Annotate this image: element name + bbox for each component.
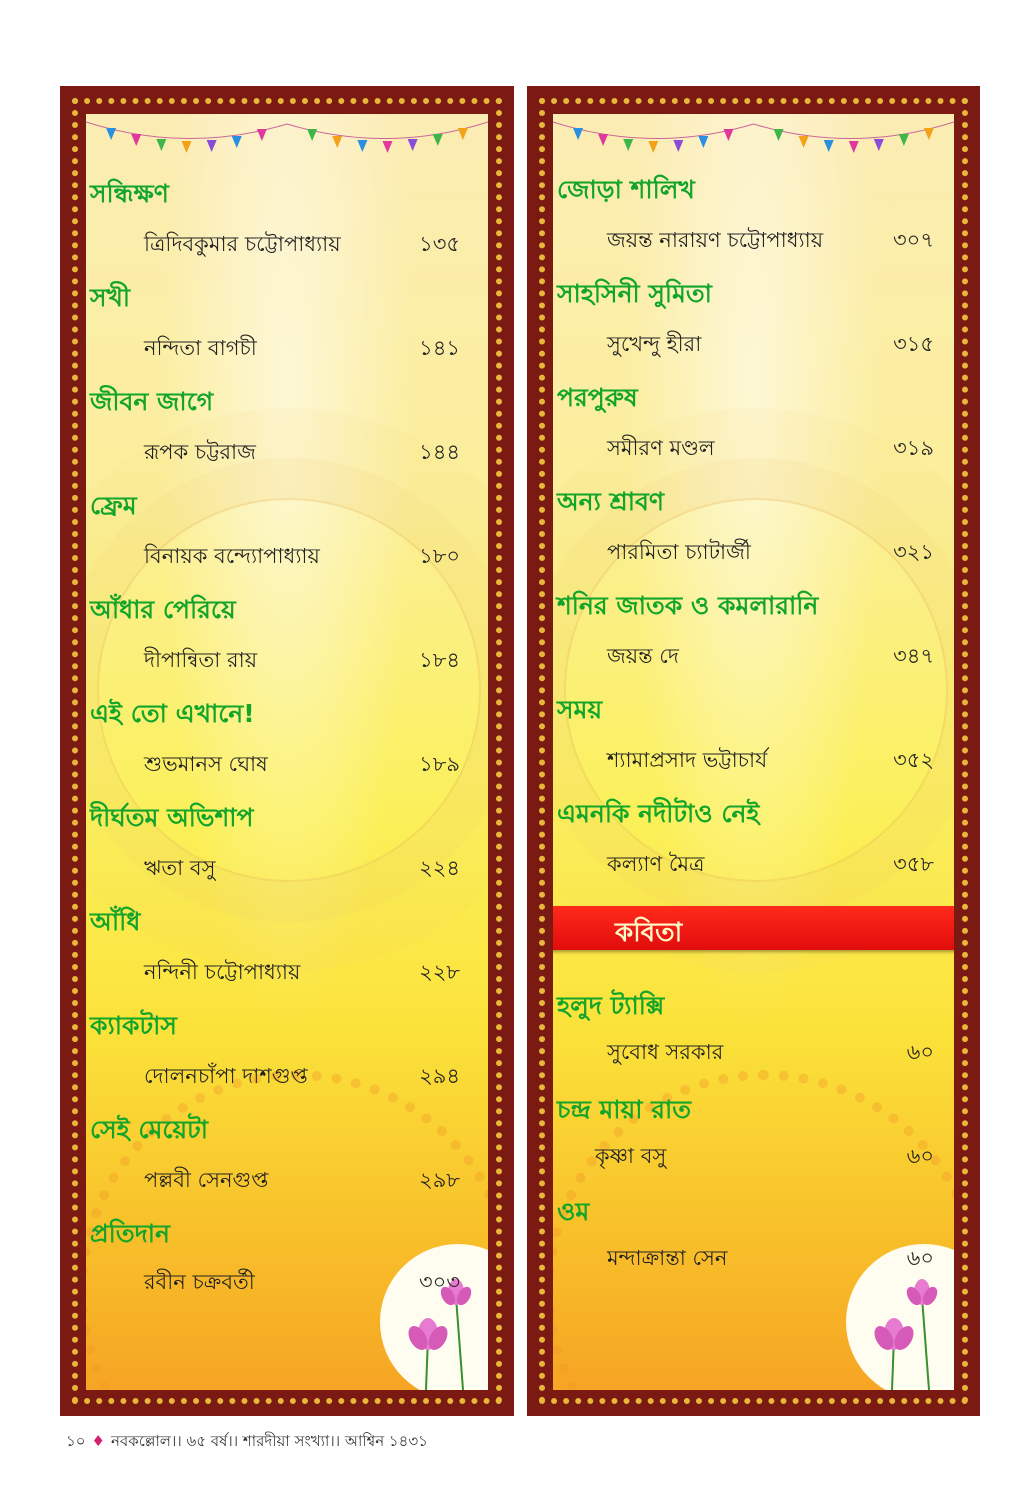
right-panel-background [553,114,954,1390]
page-number: ১৪৪ [419,440,460,464]
author-name: শ্যামাপ্রসাদ ভট্টাচার্য [607,748,768,772]
story-title: প্রতিদান [90,1219,170,1248]
story-title: সেই মেয়েটা [90,1115,209,1144]
author-name: দীপান্বিতা রায় [144,648,258,672]
page-number: ২২৪ [419,856,460,880]
left-panel-background [86,114,488,1390]
poem-title: হলুদ ট্যাক্সি [557,991,665,1020]
poet-name: মন্দাক্রান্তা সেন [607,1246,728,1270]
page-number: ১৮৯ [419,752,460,776]
poetry-section-banner [553,906,954,950]
author-name: কল্যাণ মৈত্র [607,852,705,876]
section-heading: কবিতা [615,918,683,948]
story-title: এমনকি নদীটাও নেই [557,799,760,828]
page-number: ৩৫৮ [893,852,934,876]
author-name: রবীন চক্রবর্তী [144,1270,255,1294]
page-number: ৬০ [906,1040,934,1064]
poet-name: কৃষ্ণা বসু [595,1144,667,1168]
author-name: নন্দিতা বাগচী [144,336,257,360]
author-name: সমীরণ মণ্ডল [607,436,715,460]
author-name: রূপক চট্টরাজ [144,440,256,464]
left-contents-panel [60,86,514,1416]
page-number: ৩২১ [893,540,934,564]
author-name: ঋতা বসু [144,856,216,880]
story-title: সাহসিনী সুমিতা [557,279,712,308]
page-number: ১৩৫ [419,232,460,256]
page-number: ১৮৪ [419,648,460,672]
poet-name: সুবোধ সরকার [607,1040,724,1064]
story-title: সন্ধিক্ষণ [90,179,169,208]
page-number: ৬০ [906,1246,934,1270]
author-name: দোলনচাঁপা দাশগুপ্ত [144,1064,308,1088]
story-title: পরপুরুষ [557,383,638,412]
author-name: বিনায়ক বন্দ্যোপাধ্যায় [144,544,320,568]
page-number: ৬০ [906,1144,934,1168]
story-title: জোড়া শালিখ [557,175,695,204]
author-name: শুভমানস ঘোষ [144,752,268,776]
story-title: জীবন জাগে [90,387,214,416]
author-name: পারমিতা চ্যাটার্জী [607,540,751,564]
story-title: সখী [90,283,131,312]
footer-page-number: ১০ [66,1432,86,1450]
page-number: ২৯৪ [419,1064,460,1088]
story-title: এই তো এখানে! [90,699,255,728]
page-number: ২৯৮ [419,1168,460,1192]
story-title: সময় [557,695,603,724]
story-title: অন্য শ্রাবণ [557,487,664,516]
footer-publication-info: নবকল্লোল।। ৬৫ বর্ষ।। শারদীয়া সংখ্যা।। আশ্বিন ১৪৩১ [110,1432,428,1450]
story-title: আঁধি [90,907,141,936]
page-number: ৩১৫ [893,332,934,356]
story-title: ফ্রেম [90,491,137,520]
author-name: সুখেন্দু হীরা [607,332,702,356]
diamond-icon: ♦ [91,1432,105,1450]
page-number: ৩০৭ [893,228,934,252]
author-name: জয়ন্ত দে [607,644,679,668]
page-number: ৩১৯ [893,436,934,460]
page-number: ১৪১ [419,336,460,360]
page-footer [66,1430,428,1455]
poem-title: চন্দ্র মায়া রাত [557,1095,691,1124]
author-name: নন্দিনী চট্টোপাধ্যায় [144,960,301,984]
page-number: ২২৮ [419,960,460,984]
page-number: ৩০৩ [419,1270,460,1294]
author-name: পল্লবী সেনগুপ্ত [144,1168,269,1192]
page-number: ৩৪৭ [893,644,934,668]
right-contents-panel [527,86,980,1416]
author-name: জয়ন্ত নারায়ণ চট্টোপাধ্যায় [607,228,824,252]
story-title: ক্যাকটাস [90,1011,177,1040]
page-number: ১৮০ [419,544,460,568]
page-number: ৩৫২ [893,748,934,772]
story-title: দীর্ঘতম অভিশাপ [90,803,254,832]
author-name: ত্রিদিবকুমার চট্টোপাধ্যায় [144,232,341,256]
story-title: আঁধার পেরিয়ে [90,595,236,624]
story-title: শনির জাতক ও কমলারানি [557,591,819,620]
poem-title: ওম [557,1197,590,1226]
